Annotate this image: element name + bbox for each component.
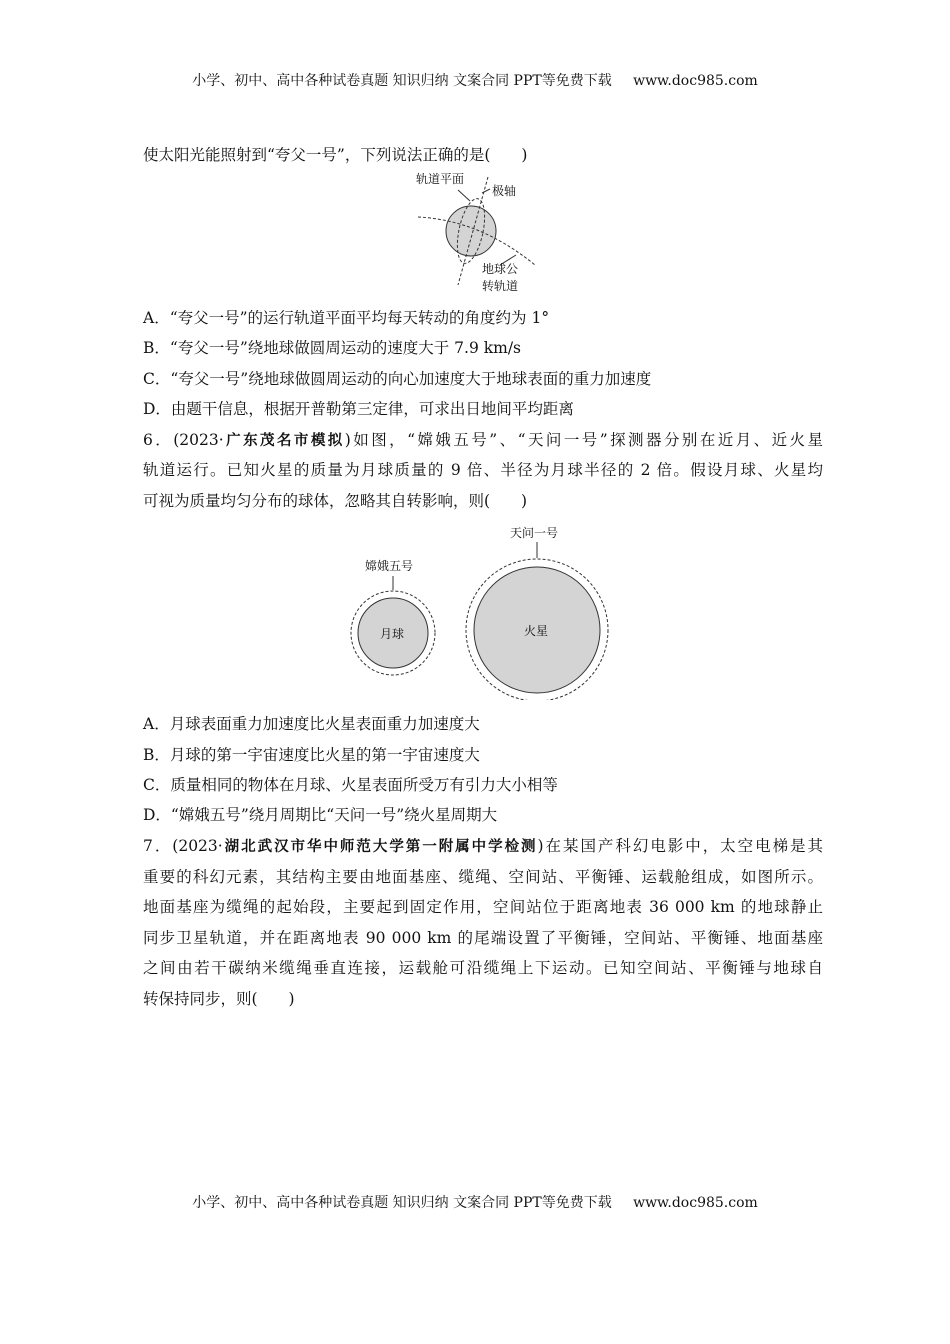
q6-moon-mars-figure	[340, 520, 620, 700]
q6-option-d[interactable]: D．“嫦娥五号”绕月周期比“天问一号”绕火星周期大	[143, 806, 498, 824]
q5-stem: 使太阳光能照射到“夸父一号”，下列说法正确的是( )	[143, 146, 528, 164]
q7-line-2: 重要的科幻元素，其结构主要由地面基座、缆绳、空间站、平衡锤、运载舱组成，如图所示。	[143, 868, 823, 886]
q7-line-3: 地面基座为缆绳的起始段，主要起到固定作用，空间站位于距离地表 36 000 km 的地球静止	[143, 898, 823, 916]
q7-line-6: 转保持同步，则( )	[143, 990, 295, 1008]
header-url: www.doc985.com	[633, 73, 758, 89]
footer-text: 小学、初中、高中各种试卷真题 知识归纳 文案合同 PPT等免费下载	[192, 1195, 612, 1211]
q5-option-d[interactable]: D．由题干信息，根据开普勒第三定律，可求出日地间平均距离	[143, 400, 574, 418]
q6-line-2: 轨道运行。已知火星的质量为月球质量的 9 倍、半径为月球半径的 2 倍。假设月球、火星均	[143, 461, 823, 479]
q5-option-b[interactable]: B．“夸父一号”绕地球做圆周运动的速度大于 7.9 km/s	[143, 339, 522, 357]
label-earth-orbit-1: 地球公	[482, 262, 519, 276]
label-tianwen-1: 天问一号	[510, 526, 559, 540]
label-polar-axis: 极轴	[492, 184, 517, 198]
q5-option-a[interactable]: A．“夸父一号”的运行轨道平面平均每天转动的角度约为 1°	[143, 309, 550, 327]
q6-line-1: 6．(2023·广东茂名市模拟)如图，“嫦娥五号”、“天问一号”探测器分别在近月、近火星	[143, 431, 824, 449]
q6-line-3: 可视为质量均匀分布的球体，忽略其自转影响，则( )	[143, 492, 528, 510]
q7-line-5: 之间由若干碳纳米缆绳垂直连接，运载舱可沿缆绳上下运动。已知空间站、平衡锤与地球自	[143, 959, 823, 977]
q6-option-c[interactable]: C．质量相同的物体在月球、火星表面所受万有引力大小相等	[143, 776, 558, 794]
q7-source: 湖北武汉市华中师范大学第一附属中学检测	[222, 839, 538, 855]
label-moon: 月球	[380, 627, 405, 641]
q6-source: 广东茂名市模拟	[223, 433, 345, 449]
page-footer	[0, 1192, 950, 1212]
header-text: 小学、初中、高中各种试卷真题 知识归纳 文案合同 PPT等免费下载	[192, 73, 612, 89]
label-earth-orbit-2: 转轨道	[482, 279, 519, 293]
label-orbit-plane: 轨道平面	[416, 172, 465, 186]
q6-option-b[interactable]: B．月球的第一宇宙速度比火星的第一宇宙速度大	[143, 746, 480, 764]
q7-line-4: 同步卫星轨道，并在距离地表 90 000 km 的尾端设置了平衡锤，空间站、平衡锤、地面基座	[143, 929, 823, 947]
label-chang-e-5: 嫦娥五号	[365, 559, 414, 573]
q7-line-1: 7．(2023·湖北武汉市华中师范大学第一附属中学检测)在某国产科幻电影中，太空电梯是其	[143, 837, 823, 855]
q6-option-a[interactable]: A．月球表面重力加速度比火星表面重力加速度大	[143, 715, 480, 733]
earth-circle	[446, 206, 496, 256]
q5-orbit-figure	[370, 165, 550, 300]
label-mars: 火星	[524, 624, 549, 638]
q5-option-c[interactable]: C．“夸父一号”绕地球做圆周运动的向心加速度大于地球表面的重力加速度	[143, 370, 652, 388]
page-header	[0, 70, 950, 90]
footer-url: www.doc985.com	[633, 1195, 758, 1211]
